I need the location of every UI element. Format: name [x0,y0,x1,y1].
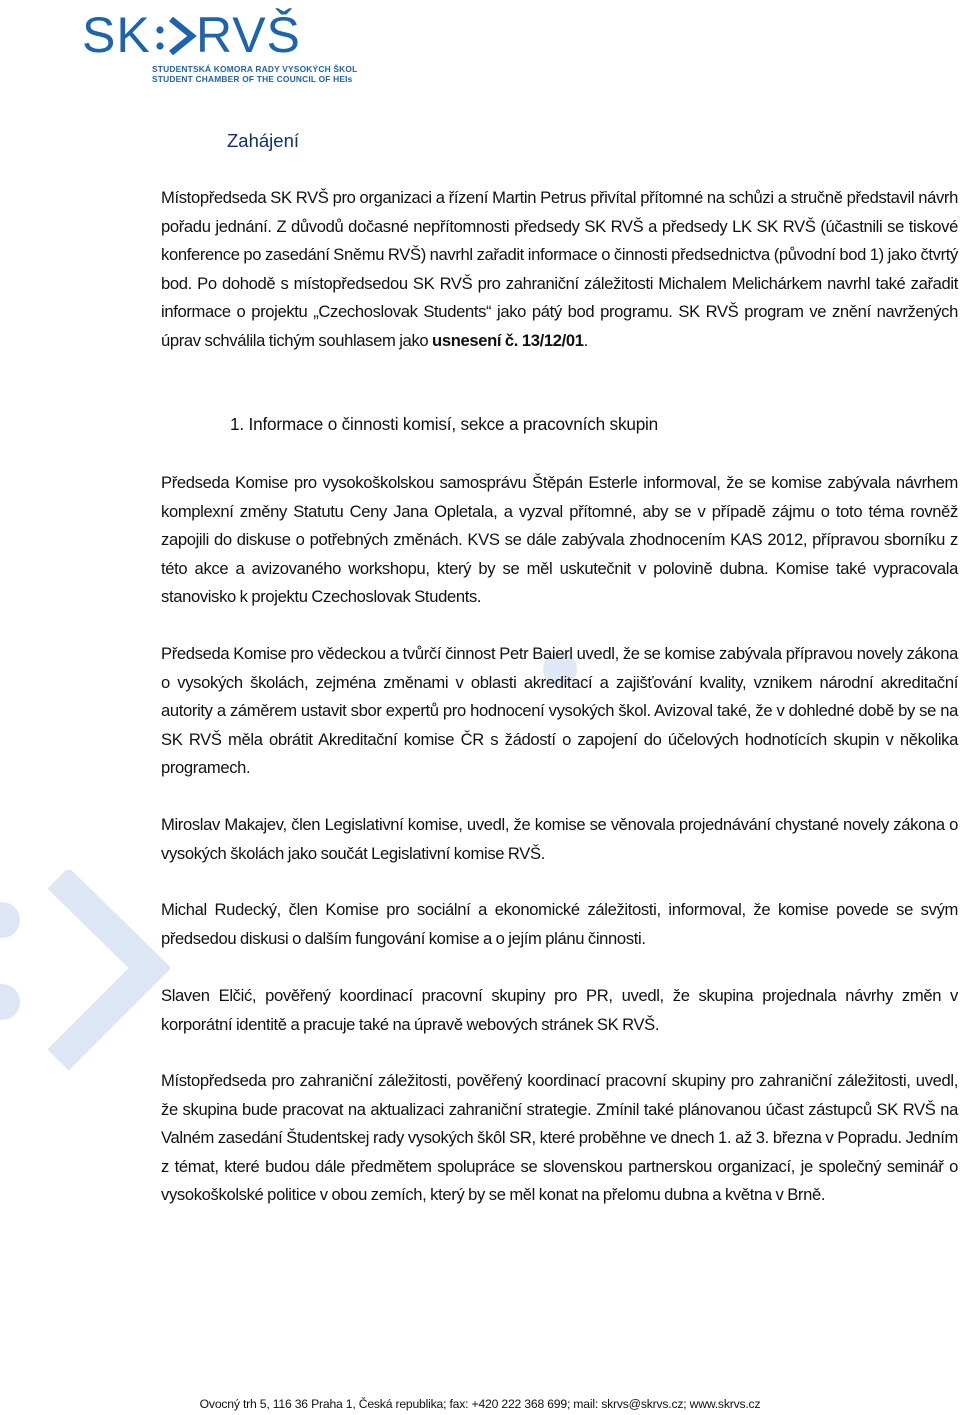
heading-1: 1. Informace o činnosti komisí, sekce a pracovních skupin [230,414,659,434]
paragraph-pr: Slaven Elčić, pověřený koordinací pracovní skupiny pro PR, uvedl, že skupina projednala návrhy změn v korporátní identitě a pracuje také na úpravě webových stránek SK RVŠ. [161,986,958,1034]
svg-text:RVŠ: RVŠ [196,7,301,63]
paragraph-foreign: Místopředseda pro zahraniční záležitosti, pověřený koordinací pracovní skupiny pro zahraniční záležitosti, uvedl, že skupina bude pracovat na aktualizaci zahraniční strategie. Zmínil také plánovanou účast zástupců SK RVŠ na Valném zasedání Študentskej rady vysokých škôl SR, které proběhne ve dnech 1. až 3. března v Popradu. Jedním z témat, které budou dále předmětem spolupráce se slovenskou partnerskou organizací, je společný seminář o vysokoškolské politice v obou zemích, který by se měl konat na přelomu dubna a května v Brně. [161,1071,958,1205]
paragraph-kvs: Předseda Komise pro vysokoškolskou samosprávu Štěpán Esterle informoval, že se komise zabývala návrhem komplexní změny Statutu Ceny Jana Opletala, a vyzval přítomné, aby se v případě zájmu o toto téma rovněž zapojili do diskuse o potřebných změnách. KVS se dále zabývala zhodnocením KAS 2012, přípravou sborníku z této akce a avizovaného workshopu, který by se měl uskutečnit v polovině dubna. Komise také vypracovala stanovisko k projektu Czechoslovak Students. [161,473,958,607]
section-title: Zahájení [227,130,299,151]
paragraph-social: Michal Rudecký, člen Komise pro sociální a ekonomické záležitosti, informoval, že komise povede se svým předsedou diskusi o dalším fungování komise a o jejím plánu činnosti. [161,900,958,948]
watermark-chevron-icon [0,870,170,1080]
logo-wordmark [82,6,302,64]
footer-contact: Ovocný trh 5, 116 36 Praha 1, Česká republika; fax: +420 222 368 699; mail: skrvs@skrvs.cz; www.skrvs.cz [199,1397,761,1411]
intro-text: Místopředseda SK RVŠ pro organizaci a řízení Martin Petrus přivítal přítomné na schůzi a stručně představil návrh pořadu jednání. Z důvodů dočasné nepřítomnosti předsedy SK RVŠ a předsedy LK SK RVŠ (účastnili se tiskové konference po zasedání Sněmu RVŠ) navrhl zařadit informace o činnosti předsednictva (původní bod 1) jako čtvrtý bod. Po dohodě s místopředsedou SK RVŠ pro zahraniční záležitosti Michalem Melichárkem navrhl také zařadit informace o projektu „Czechoslovak Students“ jako pátý bod programu. SK RVŠ program ve znění navržených úprav schválila tichým souhlasem jako [161,188,958,350]
paragraph-vtc: Předseda Komise pro vědeckou a tvůrčí činnost Petr Baierl uvedl, že se komise zabývala přípravou novely zákona o vysokých školách, zejména změnami v oblasti akreditací a zajišťování kvality, vznikem národní akreditační autority a záměrem ustavit sbor expertů pro hodnocení vysokých škol. Avizoval také, že v dohledné době by se na SK RVŠ měla obrátit Akreditační komise ČR s žádostí o zapojení do účelových hodnotících skupin v několika programech. [161,644,958,778]
resolution-number: usnesení č. 13/12/01 [432,330,584,350]
svg-text:SK: SK [82,7,151,63]
intro-text-end: . [583,330,588,350]
logo-subtitle-en: STUDENT CHAMBER OF THE COUNCIL OF HEIs [152,74,353,84]
intro-paragraph [161,184,958,356]
skrvs-logo [82,6,382,86]
paragraph-legislative: Miroslav Makajev, člen Legislativní komise, uvedl, že komise se věnovala projednávání chystané novely zákona o vysokých školách jako součát Legislativní komise RVŠ. [161,815,958,863]
logo-subtitle-cz: STUDENTSKÁ KOMORA RADY VYSOKÝCH ŠKOL [152,64,358,74]
